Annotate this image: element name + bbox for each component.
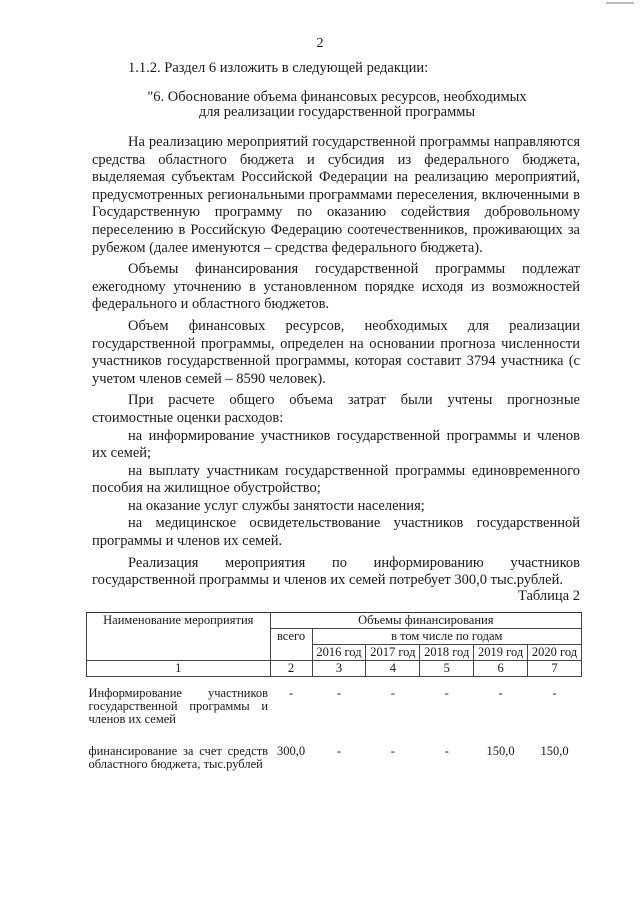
cell-value: - xyxy=(336,744,342,758)
cell-value: - xyxy=(288,686,294,700)
heading-line-1: "6. Обоснование объема финансовых ресурсов, необходимых xyxy=(147,89,527,105)
table-caption: Таблица 2 xyxy=(517,588,580,604)
cell-value: - xyxy=(498,686,503,700)
header-name: Наименование мероприятия xyxy=(87,613,271,661)
paragraph: Объемы финансирования государственной программы подлежат ежегодному уточнению в установленном порядке исходя из возможностей федерального и областного бюджетов. xyxy=(92,261,580,313)
cell-value: 300,0 xyxy=(276,744,306,758)
column-number: 7 xyxy=(528,661,582,677)
cell-value: - xyxy=(336,686,342,700)
column-number: 5 xyxy=(420,661,474,677)
cell-value: - xyxy=(390,686,395,700)
header-year: 2017 год xyxy=(366,645,420,661)
row-name: Информирование участников государственной программы и членов их семей xyxy=(88,686,269,726)
header-year: 2018 год xyxy=(420,645,474,661)
column-number: 3 xyxy=(312,661,366,677)
header-year: 2020 год xyxy=(528,645,582,661)
table-row xyxy=(87,677,582,728)
cell-value: 150,0 xyxy=(540,744,569,758)
header-total: всего xyxy=(270,629,312,661)
financing-table xyxy=(86,612,582,772)
section-line: 1.1.2. Раздел 6 изложить в следующей редакции: xyxy=(128,60,429,76)
paragraph: При расчете общего объема затрат были учтены прогнозные стоимостные оценки расходов: xyxy=(92,392,580,426)
cell-value: - xyxy=(552,686,557,700)
header-volumes: Объемы финансирования xyxy=(270,613,581,629)
section-heading xyxy=(92,90,582,120)
cell-value: - xyxy=(390,744,395,758)
column-number: 2 xyxy=(270,661,312,677)
column-number: 1 xyxy=(87,661,271,677)
body-text xyxy=(92,134,580,590)
paragraph: на информирование участников государственной программы и членов их семей; xyxy=(92,427,580,462)
cell-value: 150,0 xyxy=(486,744,515,758)
paragraph: Объем финансовых ресурсов, необходимых для реализации государственной программы, определен на основании прогноза численности участников государственной программы, которая составит 3794 участника (с учетом членов семей – 8590 человек). xyxy=(92,317,580,387)
scan-mark xyxy=(606,2,634,4)
paragraph: на выплату участникам государственной программы единовременного пособия на жилищное обустройство; xyxy=(92,462,580,497)
paragraph: На реализацию мероприятий государственной программы направляются средства областного бюджета и субсидия из федерального бюджета, выделяемая субъектам Российской Федерации на реализацию мероприятий, предусмотренных региональными программами переселения, включенными в Государственную программу по оказанию содействия добровольному переселению в Российскую Федерацию соотечественников, проживающих за рубежом (далее именуются – средства федерального бюджета). xyxy=(92,134,580,256)
header-year: 2019 год xyxy=(474,645,528,661)
header-year: 2016 год xyxy=(312,645,366,661)
heading-line-2: для реализации государственной программы xyxy=(198,104,476,120)
header-by-years: в том числе по годам xyxy=(312,629,581,645)
column-number: 6 xyxy=(474,661,528,677)
row-name: финансирование за счет средств областного бюджета, тыс.рублей xyxy=(88,744,269,771)
paragraph: на оказание услуг службы занятости населения; xyxy=(128,497,425,514)
paragraph: на медицинское освидетельствование участников государственной программы и членов их семей. xyxy=(92,515,580,550)
cell-value: - xyxy=(444,744,449,758)
paragraph: Реализация мероприятия по информированию участников государственной программы и членов их семей потребует 300,0 тыс.рублей. xyxy=(92,554,580,589)
table-row xyxy=(87,727,582,772)
column-number: 4 xyxy=(366,661,420,677)
cell-value: - xyxy=(444,686,449,700)
page-number: 2 xyxy=(316,36,324,51)
